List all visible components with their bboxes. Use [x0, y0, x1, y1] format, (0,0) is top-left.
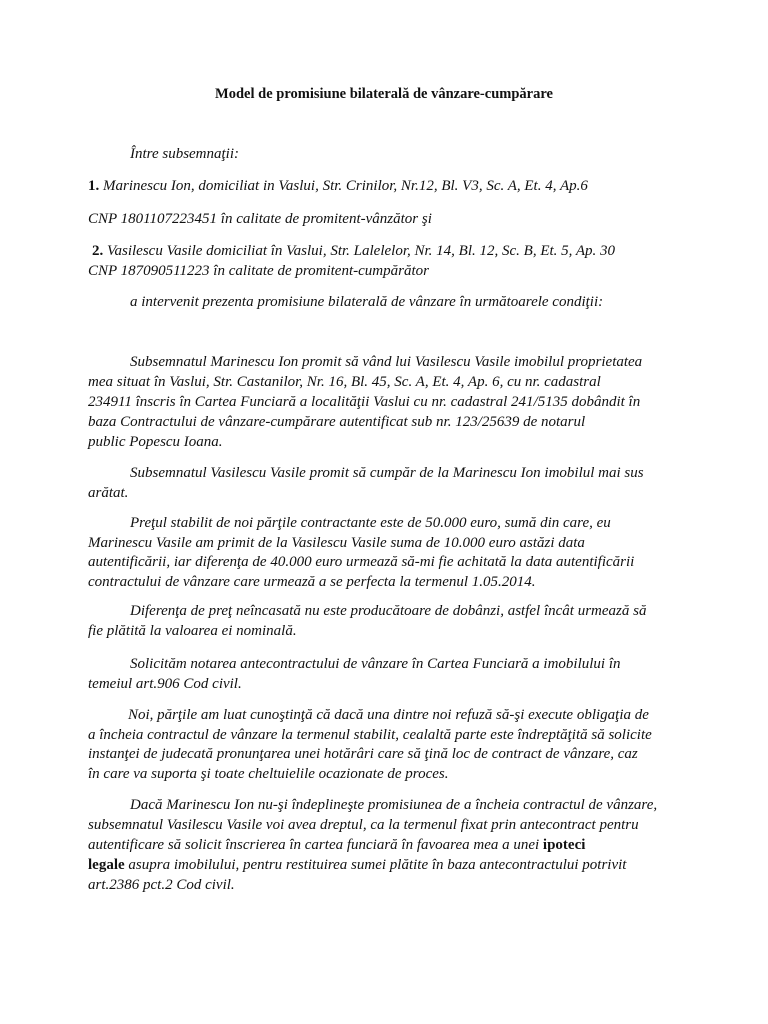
paragraph-line: mea situat în Vaslui, Str. Castanilor, Nr. 16, Bl. 45, Sc. A, Et. 4, Ap. 6, cu nr. cadastral [88, 374, 601, 390]
party2-cnp: CNP 187090511223 în calitate de promitent-cumpărător [88, 263, 429, 279]
document-title: Model de promisiune bilaterală de vânzare-cumpărare [215, 86, 553, 102]
party2-line [92, 243, 615, 260]
paragraph-line: fie plătită la valoarea ei nominală. [88, 623, 297, 639]
paragraph-line: contractului de vânzare care urmează a se perfecta la termenul 1.05.2014. [88, 574, 536, 590]
paragraph-line: Dacă Marinescu Ion nu-şi îndeplineşte promisiunea de a încheia contractul de vânzare, [130, 797, 658, 813]
paragraph-line: în care va suporta şi toate cheltuielile ocazionate de proces. [88, 766, 449, 782]
intro-text: Între subsemnaţii: [130, 146, 240, 162]
paragraph-line: 234911 înscris în Cartea Funciară a localităţii Vaslui cu nr. cadastral 241/5135 dobândit în [88, 394, 641, 410]
paragraph-line: art.2386 pct.2 Cod civil. [88, 877, 235, 893]
paragraph-line: public Popescu Ioana. [88, 434, 223, 450]
party1-cnp: CNP 1801107223451 în calitate de promitent-vânzător şi [88, 211, 432, 227]
bold-term-ipoteci: ipoteci [542, 837, 586, 853]
paragraph-text: asupra imobilului, pentru restituirea sumei plătite în baza antecontractului potrivit [124, 857, 627, 873]
paragraph-line: autentificării, iar diferenţa de 40.000 euro urmează să-mi fie achitată la data autentificării [88, 554, 635, 570]
paragraph-line: Solicităm notarea antecontractului de vânzare în Cartea Funciară a imobilului în [130, 656, 621, 672]
paragraph-line: baza Contractului de vânzare-cumpărare autentificat sub nr. 123/25639 de notarul [88, 414, 586, 430]
paragraph-line: Noi, părţile am luat cunoştinţă că dacă una dintre noi refuză să-şi execute obligaţia de [128, 707, 649, 723]
party1-line [88, 178, 588, 195]
paragraph-line: a încheia contractul de vânzare la termenul stabilit, cealaltă parte este îndreptăţită să solicite [88, 727, 652, 743]
party2-details: Vasilescu Vasile domiciliat în Vaslui, Str. Lalelelor, Nr. 14, Bl. 12, Sc. B, Et. 5, Ap. 30 [103, 243, 616, 259]
paragraph-line: instanţei de judecată pronunţarea unei hotărâri care să ţină loc de contract de vânzare, caz [88, 746, 638, 762]
paragraph-line: subsemnatul Vasilescu Vasile voi avea dreptul, ca la termenul fixat prin antecontract pentru [88, 817, 639, 833]
paragraph-text: autentificare să solicit înscrierea în cartea funciară în favoarea mea a unei [88, 837, 543, 853]
party1-details: Marinescu Ion, domiciliat in Vaslui, Str. Crinilor, Nr.12, Bl. V3, Sc. A, Et. 4, Ap.6 [99, 178, 588, 194]
intervened-text: a intervenit prezenta promisiune bilaterală de vânzare în următoarele condiţii: [130, 294, 604, 310]
paragraph-line: Marinescu Vasile am primit de la Vasilescu Vasile suma de 10.000 euro astăzi data [88, 535, 585, 551]
paragraph-line: temeiul art.906 Cod civil. [88, 676, 242, 692]
bold-term-legale: legale [88, 857, 125, 873]
paragraph-line: Diferenţa de preţ neîncasată nu este producătoare de dobânzi, astfel încât urmează să [130, 603, 647, 619]
paragraph-line [88, 837, 585, 854]
paragraph-line: Subsemnatul Vasilescu Vasile promit să cumpăr de la Marinescu Ion imobilul mai sus [130, 465, 644, 481]
paragraph-line: Subsemnatul Marinescu Ion promit să vând lui Vasilescu Vasile imobilul proprietatea [130, 354, 643, 370]
paragraph-line: Preţul stabilit de noi părţile contractante este de 50.000 euro, sumă din care, eu [130, 515, 611, 531]
paragraph-line [88, 857, 626, 874]
party2-number: 2. [92, 243, 104, 259]
party1-number: 1. [88, 178, 100, 194]
paragraph-line: arătat. [88, 485, 129, 501]
